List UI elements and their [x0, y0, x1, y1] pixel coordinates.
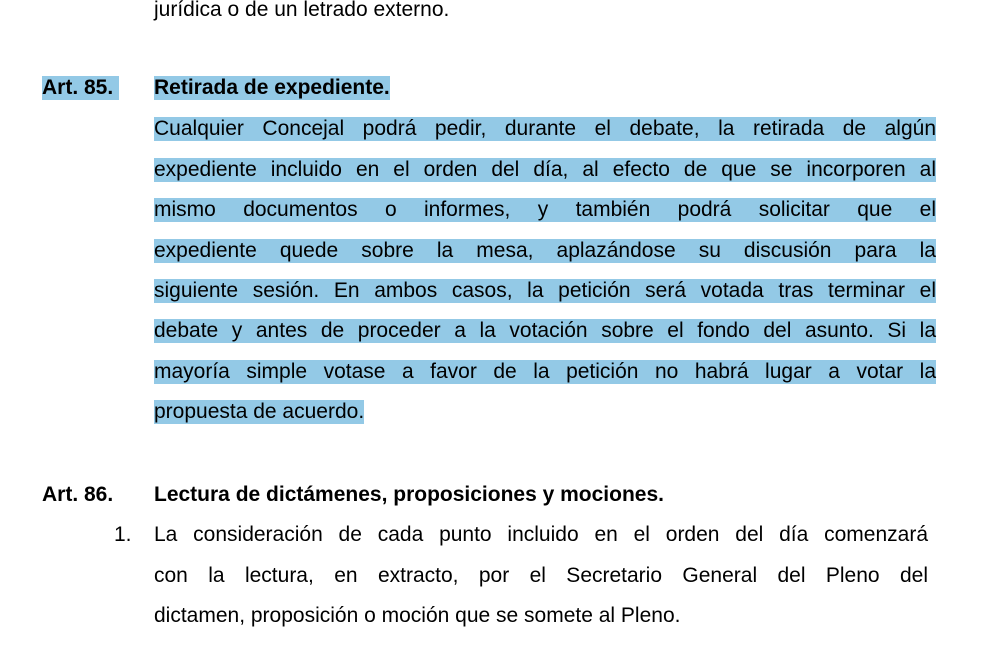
- art85-line: siguiente sesión. En ambos casos, la petición será votada tras terminar el: [154, 279, 936, 302]
- art86-number: Art. 86.: [42, 483, 114, 506]
- previous-paragraph-tail: jurídica o de un letrado externo.: [154, 0, 450, 21]
- art86-line: La consideración de cada punto incluido en el orden del día comenzará: [154, 523, 928, 546]
- art85-line-last: propuesta de acuerdo.: [154, 400, 365, 423]
- art85-line: mismo documentos o informes, y también podrá solicitar que el: [154, 198, 936, 221]
- art86-line-last: dictamen, proposición o moción que se somete al Pleno.: [154, 604, 681, 627]
- art85-line: debate y antes de proceder a la votación sobre el fondo del asunto. Si la: [154, 319, 936, 342]
- art86-item-number: 1.: [114, 523, 132, 546]
- art85-line: Cualquier Concejal podrá pedir, durante el debate, la retirada de algún: [154, 117, 936, 140]
- art85-line: mayoría simple votase a favor de la petición no habrá lugar a votar la: [154, 360, 936, 383]
- art85-title: Retirada de expediente.: [154, 76, 390, 99]
- art85-line: expediente quede sobre la mesa, aplazándose su discusión para la: [154, 239, 936, 262]
- art86-line: con la lectura, en extracto, por el Secretario General del Pleno del: [154, 564, 928, 587]
- art86-title: Lectura de dictámenes, proposiciones y mociones.: [154, 483, 664, 506]
- art85-number: Art. 85.: [42, 76, 119, 100]
- art85-line: expediente incluido en el orden del día, al efecto de que se incorporen al: [154, 158, 936, 181]
